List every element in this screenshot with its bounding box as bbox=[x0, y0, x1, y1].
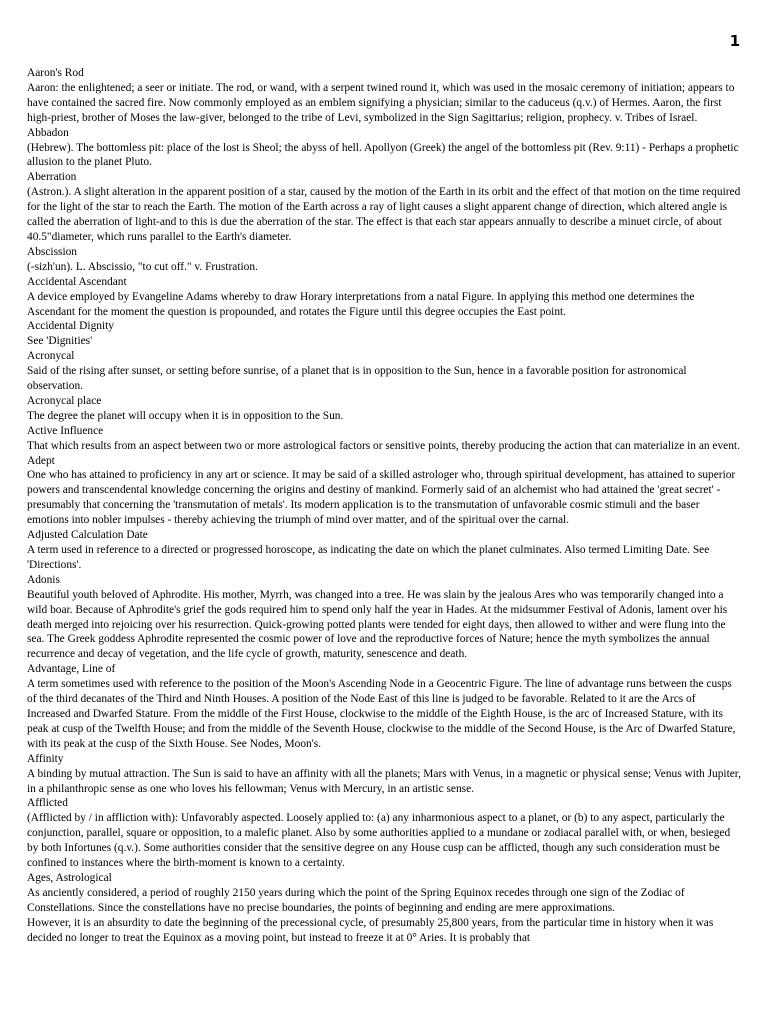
entry-term: Afflicted bbox=[27, 797, 68, 810]
entry-definition: The degree the planet will occupy when it is in opposition to the Sun. bbox=[27, 409, 344, 422]
document-body bbox=[27, 66, 741, 945]
glossary-entry bbox=[27, 796, 741, 871]
entry-definition: A term used in reference to a directed or progressed horoscope, as indicating the date on which the planet culminates. Also termed Limiting Date. See 'Directions'. bbox=[27, 544, 710, 571]
entry-term: Accidental Ascendant bbox=[27, 275, 127, 288]
page-number: 1 bbox=[729, 32, 740, 50]
entry-term: Adjusted Calculation Date bbox=[27, 529, 148, 542]
glossary-entry bbox=[27, 126, 741, 171]
entry-term: Active Influence bbox=[27, 424, 104, 437]
glossary-entry bbox=[27, 528, 741, 573]
glossary-entry bbox=[27, 394, 741, 424]
entry-definition: A device employed by Evangeline Adams whereby to draw Horary interpretations from a natal Figure. In applying this method one determines the Ascendant for the moment the question is propounded, and rotates the Figure until this degree occupies the East point. bbox=[27, 290, 695, 318]
glossary-entry bbox=[27, 871, 741, 946]
entry-term: Adonis bbox=[27, 573, 60, 586]
entry-definition: See 'Dignities' bbox=[27, 335, 93, 348]
glossary-entry bbox=[27, 245, 741, 275]
entry-definition: Beautiful youth beloved of Aphrodite. His mother, Myrrh, was changed into a tree. He was slain by the jealous Ares who was temporarily changed into a wild boar. Because of Aphrodite's grief the gods required him to spend only half the year in Hades. At the midsummer Festival of Adonis, lament over his death merged into rejoicing over his resurrection. Quick-growing potted plants were tended for eight days, then allowed to wither and were flung into the sea. The Greek goddess Aphrodite represented the cosmic power of love and the reproductive forces of Nature; hence the myth symbolizes the annual recurrence and decay of vegetation, and the life cycle of growth, maturity, senescence and death. bbox=[27, 588, 728, 661]
entry-definition: (Astron.). A slight alteration in the apparent position of a star, caused by the motion of the Earth in its orbit and the effect of that motion on the time required for the light of the star to reach the Earth. The motion of the Earth across a ray of light causes a slight apparent change of direction, which altered angle is called the aberration of light-and to this is due the aberration of the star. The effect is that each star appears annually to describe a minuet circle, of about 40.5"diameter, which runs parallel to the Earth's diameter. bbox=[27, 186, 741, 243]
entry-term: Abbadon bbox=[27, 126, 69, 139]
entry-term: Aaron's Rod bbox=[27, 67, 84, 79]
entry-definition: A binding by mutual attraction. The Sun is said to have an affinity with all the planets; Mars with Venus, in a magnetic or physical sense; Venus with Jupiter, in a philanthropic sense as one who loves his fellowman; Venus with Mercury, in an artistic sense. bbox=[27, 767, 741, 795]
glossary-entry bbox=[27, 319, 741, 349]
entry-term: Ages, Astrological bbox=[27, 871, 112, 884]
entry-definition: As anciently considered, a period of roughly 2150 years during which the point of the Spring Equinox recedes through one sign of the Zodiac of Constellations. Since the constellations have no precise boundaries, the points of beginning and ending are mere approximations. bbox=[27, 886, 685, 914]
entry-definition: Aaron: the enlightened; a seer or initiate. The rod, or wand, with a serpent twined round it, which was used in the mosaic ceremony of initiation; appears to have contained the sacred fire. Now commonly employed as an emblem signifying a physician; similar to the caduceus (q.v.) of Hermes. Aaron, the first high-priest, brother of Moses the law-giver, belonged to the tribe of Levi, symbolized in the Sign Sagittarius; religion, prophecy. v. Tribes of Israel. bbox=[27, 81, 735, 124]
entry-definition: (Afflicted by / in affliction with): Unfavorably aspected. Loosely applied to: (a) any inharmonious aspect to a planet, or (b) to any aspect, particularly the conjunction, parallel, square or opposition, to a malefic planet. Also by some authorities applied to a mundane or zodiacal parallel with, or when, besieged by both Infortunes (q.v.). Some authorities consider that the sensitive degree on any House cusp can be afflicted, though any such consideration must be confined to instances where the birth-moment is known to a certainty. bbox=[27, 812, 731, 870]
entry-term: Advantage, Line of bbox=[27, 663, 116, 676]
entry-term: Accidental Dignity bbox=[27, 320, 114, 333]
glossary-entry bbox=[27, 573, 741, 662]
entry-term: Aberration bbox=[27, 171, 77, 184]
entry-definition: (-sizh'un). L. Abscissio, "to cut off." v. Frustration. bbox=[27, 260, 258, 273]
glossary-entry bbox=[27, 66, 741, 126]
glossary-entry bbox=[27, 752, 741, 797]
entry-definition: That which results from an aspect between two or more astrological factors or sensitive points, thereby producing the action that can materialize in an event. bbox=[27, 439, 740, 452]
entry-term: Affinity bbox=[27, 752, 64, 765]
entry-term: Adept bbox=[27, 454, 55, 467]
entry-term: Abscission bbox=[27, 245, 77, 258]
glossary-entry bbox=[27, 275, 741, 320]
entry-definition: A term sometimes used with reference to the position of the Moon's Ascending Node in a Geocentric Figure. The line of advantage runs between the cusps of the third decanates of the Third and Ninth Houses. A position of the Node East of this line is judged to be favorable. Related to it are the Arcs of Increased and Dwarfed Stature. From the middle of the First House, clockwise to the middle of the Eighth House, is the arc of Increased Stature, with its peak at cusp of the Twelfth House; and from the middle of the Seventh House, clockwise to the middle of the Second House, is the Arc of Dwarfed Stature, with its peak at the cusp of the Sixth House. See Nodes, Moon's. bbox=[27, 678, 736, 750]
glossary-entry bbox=[27, 349, 741, 394]
entry-definition: Said of the rising after sunset, or setting before sunrise, of a planet that is in opposition to the Sun, hence in a favorable position for astronomical observation. bbox=[27, 365, 687, 393]
entry-term: Acronycal place bbox=[27, 394, 102, 407]
glossary-entry bbox=[27, 454, 741, 529]
glossary-entry bbox=[27, 662, 741, 751]
entry-term: Acronycal bbox=[27, 350, 75, 363]
glossary-entry bbox=[27, 424, 741, 454]
entry-definition: However, it is an absurdity to date the beginning of the precessional cycle, of presumably 25,800 years, from the particular time in history when it was decided no longer to treat the Equinox as a moving point, but instead to freeze it at 0° Aries. It is probably that bbox=[27, 916, 714, 944]
entry-definition: (Hebrew). The bottomless pit: place of the lost is Sheol; the abyss of hell. Apollyon (Greek) the angel of the bottomless pit (Rev. 9:11) - Perhaps a prophetic allusion to the planet Pluto. bbox=[27, 141, 739, 169]
glossary-entry bbox=[27, 170, 741, 245]
entry-definition: One who has attained to proficiency in any art or science. It may be said of a skilled astrologer who, through spiritual development, has attained to superior powers and transcendental knowledge concerning the origins and destiny of mankind. Formerly said of an alchemist who had attained the 'great secret' - presumably that concerning the 'transmutation of metals'. Its modern application is to the transmutation of unfavorable cosmic stimuli and the baser emotions into nobler impulses - thereby achieving the triumph of mind over matter, and of the spiritual over the carnal. bbox=[27, 469, 736, 527]
